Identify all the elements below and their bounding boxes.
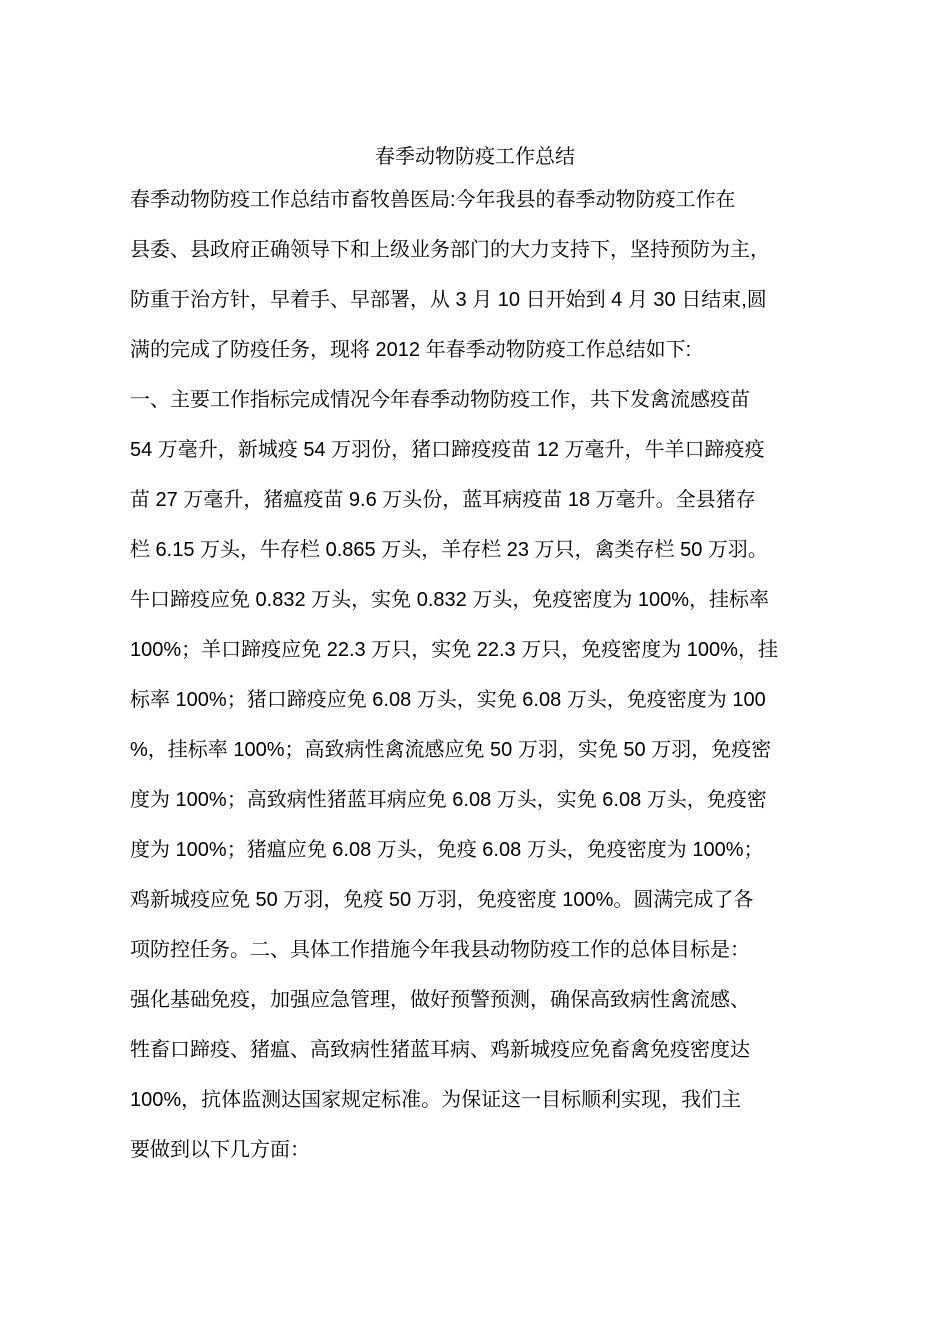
body-line: 春季动物防疫工作总结市畜牧兽医局:今年我县的春季动物防疫工作在 xyxy=(130,189,736,211)
body-line: 鸡新城疫应免 50 万羽，免疫 50 万羽，免疫密度 100%。圆满完成了各 xyxy=(130,889,754,911)
body-line: 县委、县政府正确领导下和上级业务部门的大力支持下，坚持预防为主， xyxy=(130,239,770,261)
body-line: 100%；羊口蹄疫应免 22.3 万只，实免 22.3 万只，免疫密度为 100%，挂 xyxy=(130,639,778,661)
body-line: %，挂标率 100%；高致病性禽流感应免 50 万羽，实免 50 万羽，免疫密 xyxy=(130,739,772,761)
body-line: 度为 100%；高致病性猪蓝耳病应免 6.08 万头，实免 6.08 万头，免疫密 xyxy=(130,789,767,811)
body-line: 强化基础免疫，加强应急管理，做好预警预测，确保高致病性禽流感、 xyxy=(130,989,750,1011)
body-line: 度为 100%；猪瘟应免 6.08 万头，免疫 6.08 万头，免疫密度为 100%； xyxy=(130,839,764,861)
body-line: 要做到以下几方面： xyxy=(130,1139,310,1161)
body-line: 苗 27 万毫升，猪瘟疫苗 9.6 万头份，蓝耳病疫苗 18 万毫升。全县猪存 xyxy=(130,489,756,511)
body-line: 牛口蹄疫应免 0.832 万头，实免 0.832 万头，免疫密度为 100%，挂标率 xyxy=(130,589,770,611)
body-line: 满的完成了防疫任务，现将 2012 年春季动物防疫工作总结如下: xyxy=(130,339,692,361)
body-line: 防重于治方针，早着手、早部署，从 3 月 10 日开始到 4 月 30 日结束,圆 xyxy=(130,289,767,311)
body-line: 100%，抗体监测达国家规定标准。为保证这一目标顺利实现，我们主 xyxy=(130,1089,742,1111)
body-line: 标率 100%；猪口蹄疫应免 6.08 万头，实免 6.08 万头，免疫密度为 100 xyxy=(130,689,766,711)
body-line: 牲畜口蹄疫、猪瘟、高致病性猪蓝耳病、鸡新城疫应免畜禽免疫密度达 xyxy=(130,1039,750,1061)
body-line: 栏 6.15 万头，牛存栏 0.865 万头，羊存栏 23 万只，禽类存栏 50 万羽。 xyxy=(130,539,768,561)
body-line: 54 万毫升，新城疫 54 万羽份，猪口蹄疫疫苗 12 万毫升，牛羊口蹄疫疫 xyxy=(130,439,765,461)
body-line: 一、主要工作指标完成情况今年春季动物防疫工作，共下发禽流感疫苗 xyxy=(130,389,750,411)
document-title: 春季动物防疫工作总结 xyxy=(375,144,575,168)
body-line: 项防控任务。二、具体工作措施今年我县动物防疫工作的总体目标是： xyxy=(130,939,750,961)
